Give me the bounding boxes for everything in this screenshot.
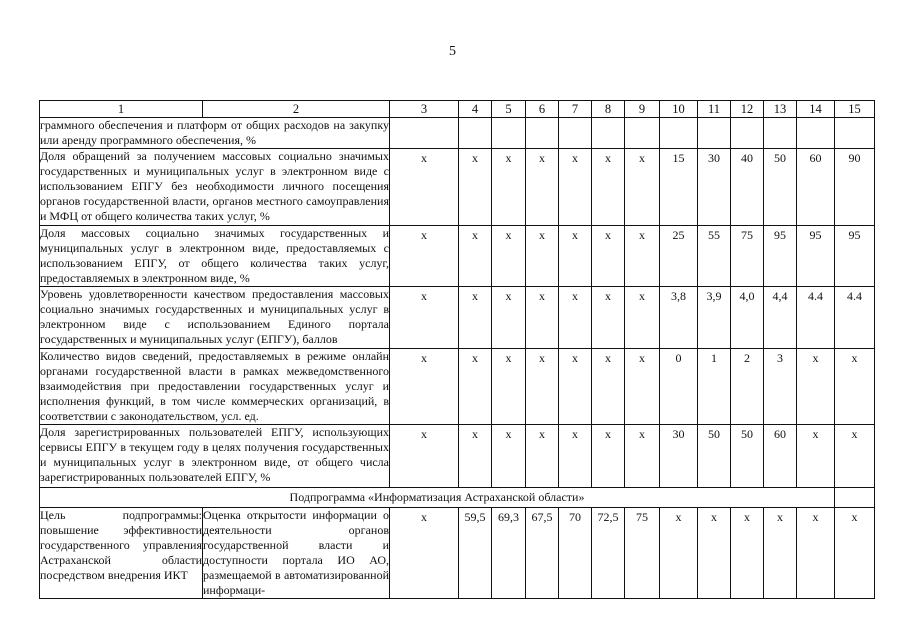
value-cell <box>559 118 592 149</box>
value-cell: х <box>731 508 764 599</box>
value-cell: 59,5 <box>459 508 492 599</box>
value-cell: х <box>526 287 559 349</box>
table-row <box>40 349 875 425</box>
value-cell: х <box>492 425 526 488</box>
value-cell: 50 <box>698 425 731 488</box>
column-number-header: 15 <box>835 101 875 118</box>
value-cell: 50 <box>764 149 797 226</box>
column-number-header: 1 <box>40 101 203 118</box>
value-cell: х <box>592 226 625 287</box>
indicator-description: Доля обращений за получением массовых социально значимых государственных и муниципальных услуг в электронном виде с использованием ЕПГУ без необходимости личного посещения органов государственной власти, органов местного самоуправления и МФЦ от общего количества таких услуг, % <box>40 149 390 226</box>
value-cell: 2 <box>731 349 764 425</box>
value-cell: 30 <box>660 425 698 488</box>
value-cell: х <box>797 425 835 488</box>
value-cell: 4.4 <box>835 287 875 349</box>
indicator-description: граммного обеспечения и платформ от общих расходов на закупку или аренду программного обеспечения, % <box>40 118 389 147</box>
goal-text: Цель подпрограммы: повышение эффективности государственного управления Астраханской области посредством внедрения ИКТ <box>40 508 203 599</box>
value-cell: 95 <box>764 226 797 287</box>
value-cell: 1 <box>698 349 731 425</box>
value-cell <box>698 118 731 149</box>
value-cell: х <box>492 287 526 349</box>
indicator-description: Количество видов сведений, предоставляемых в режиме онлайн органами государственной власти в рамках межведомственного взаимодействия при предоставлении государственных услуг и исполнения функций, в том числе коммерческих организаций, в соответствии с законодательством, усл. ед. <box>40 349 389 423</box>
value-cell: х <box>459 287 492 349</box>
value-cell: х <box>592 287 625 349</box>
value-cell: 15 <box>660 149 698 226</box>
value-cell: 40 <box>731 149 764 226</box>
column-number-header: 3 <box>390 101 459 118</box>
value-cell: х <box>526 425 559 488</box>
value-cell <box>492 118 526 149</box>
value-cell: 60 <box>764 425 797 488</box>
value-cell: 69,3 <box>492 508 526 599</box>
table-row <box>40 287 875 349</box>
value-cell: х <box>835 508 875 599</box>
value-cell: 70 <box>559 508 592 599</box>
value-cell: х <box>559 226 592 287</box>
value-cell: х <box>698 508 731 599</box>
value-cell <box>592 118 625 149</box>
column-number-header: 9 <box>625 101 660 118</box>
value-cell: х <box>390 508 459 599</box>
value-cell: х <box>559 349 592 425</box>
indicators-table <box>39 100 875 599</box>
value-cell: х <box>764 508 797 599</box>
value-cell: х <box>592 425 625 488</box>
value-cell <box>526 118 559 149</box>
value-cell: 75 <box>625 508 660 599</box>
value-cell <box>835 118 875 149</box>
value-cell: 90 <box>835 149 875 226</box>
value-cell: х <box>390 149 459 226</box>
value-cell: х <box>625 226 660 287</box>
value-cell: 95 <box>797 226 835 287</box>
column-number-header: 2 <box>203 101 390 118</box>
value-cell <box>731 118 764 149</box>
value-cell: х <box>592 349 625 425</box>
column-number-header: 14 <box>797 101 835 118</box>
value-cell: х <box>492 226 526 287</box>
value-cell: 3,8 <box>660 287 698 349</box>
column-number-header: 8 <box>592 101 625 118</box>
value-cell: 3,9 <box>698 287 731 349</box>
table-row <box>40 425 875 488</box>
indicator-description: Оценка открытости информации о деятельности органов государственной власти и доступности портала ИО АО, размещаемой в автоматизированной информаци- <box>203 508 389 597</box>
header-row <box>40 101 875 118</box>
value-cell: 72,5 <box>592 508 625 599</box>
value-cell <box>764 118 797 149</box>
value-cell: х <box>625 149 660 226</box>
value-cell: х <box>625 349 660 425</box>
value-cell <box>625 118 660 149</box>
value-cell: х <box>660 508 698 599</box>
value-cell: 67,5 <box>526 508 559 599</box>
value-cell: х <box>835 425 875 488</box>
value-cell: х <box>390 226 459 287</box>
value-cell: х <box>835 349 875 425</box>
value-cell: 4.4 <box>797 287 835 349</box>
value-cell: 4,4 <box>764 287 797 349</box>
column-number-header: 11 <box>698 101 731 118</box>
value-cell <box>660 118 698 149</box>
value-cell: 3 <box>764 349 797 425</box>
column-number-header: 13 <box>764 101 797 118</box>
column-number-header: 5 <box>492 101 526 118</box>
column-number-header: 7 <box>559 101 592 118</box>
column-number-header: 12 <box>731 101 764 118</box>
value-cell <box>459 118 492 149</box>
value-cell: х <box>592 149 625 226</box>
value-cell: х <box>559 287 592 349</box>
section-row <box>40 488 875 508</box>
value-cell: х <box>390 425 459 488</box>
column-number-header: 4 <box>459 101 492 118</box>
column-number-header: 10 <box>660 101 698 118</box>
table-row <box>40 508 875 599</box>
indicator-description: Доля зарегистрированных пользователей ЕПГУ, использующих сервисы ЕПГУ в текущем году в целях получения государственных и муниципальных услуг в электронном виде, от общего числа зарегистрированных пользователей ЕПГУ, % <box>40 425 390 488</box>
value-cell: х <box>459 425 492 488</box>
indicator-description: Уровень удовлетворенности качеством предоставления массовых социально значимых государственных и муниципальных услуг в электронном виде с использованием Единого портала государственных и муниципальных услуг (ЕПГУ), баллов <box>40 287 390 349</box>
value-cell: х <box>492 149 526 226</box>
value-cell <box>797 118 835 149</box>
value-cell: х <box>526 226 559 287</box>
value-cell <box>390 118 459 149</box>
value-cell: х <box>625 287 660 349</box>
value-cell: х <box>625 425 660 488</box>
indicator-description: Доля массовых социально значимых государственных и муниципальных услуг в электронном виде, предоставляемых с использованием ЕПГУ, от общего количества таких услуг, предоставляемых в электронном виде, % <box>40 226 389 285</box>
value-cell: х <box>459 149 492 226</box>
value-cell: х <box>492 349 526 425</box>
value-cell: 25 <box>660 226 698 287</box>
value-cell: х <box>559 425 592 488</box>
page-number: 5 <box>449 44 456 59</box>
value-cell: 60 <box>797 149 835 226</box>
value-cell: х <box>459 226 492 287</box>
column-number-header: 6 <box>526 101 559 118</box>
value-cell: 75 <box>731 226 764 287</box>
value-cell: 55 <box>698 226 731 287</box>
section-title: Подпрограмма «Информатизация Астраханской области» <box>40 488 835 508</box>
value-cell: 95 <box>835 226 875 287</box>
value-cell: х <box>526 349 559 425</box>
table-row <box>40 149 875 226</box>
value-cell: х <box>390 349 459 425</box>
value-cell: 0 <box>660 349 698 425</box>
value-cell: х <box>797 349 835 425</box>
value-cell: 50 <box>731 425 764 488</box>
table-row <box>40 118 875 149</box>
value-cell: х <box>559 149 592 226</box>
value-cell: х <box>390 287 459 349</box>
value-cell: 30 <box>698 149 731 226</box>
blank-cell <box>835 488 875 508</box>
value-cell: 4,0 <box>731 287 764 349</box>
value-cell: х <box>526 149 559 226</box>
table-row <box>40 226 875 287</box>
value-cell: х <box>797 508 835 599</box>
value-cell: х <box>459 349 492 425</box>
